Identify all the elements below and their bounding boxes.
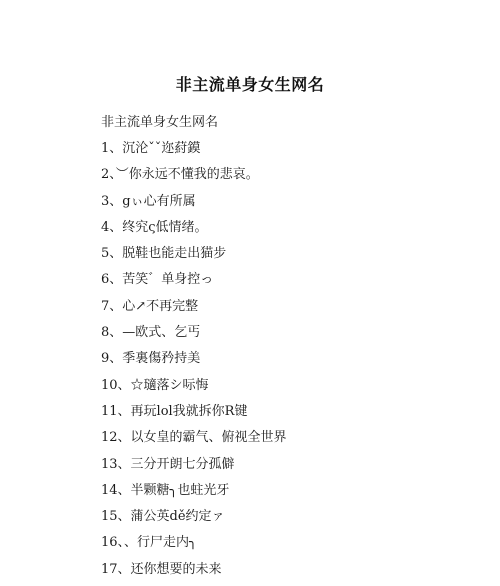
document-subtitle: 非主流单身女生网名: [101, 115, 219, 130]
list-item: 7、心↗不再完整: [101, 298, 199, 314]
list-item: 15、蒲公英dě约定ァ: [101, 509, 225, 525]
list-item: 4、终究ς低情绪。: [101, 219, 208, 235]
list-item: 1、沉沦ˇˇ迩葤鏌: [101, 141, 201, 156]
list-item: 12、以女皇的霸气、俯视全世界: [101, 430, 287, 446]
nickname-list: [101, 139, 287, 586]
list-item: 8、—欧式、乞丐: [101, 325, 201, 341]
document-title: 非主流单身女生网名: [175, 75, 325, 94]
list-item: 9、季裏傷矜持美: [101, 351, 201, 367]
list-item: 14、半颗糖╮也蛀光牙: [101, 482, 230, 498]
list-item: 3、gぃ心有所属: [101, 193, 196, 209]
list-item: 10、☆瓋落シ呩悔: [101, 377, 209, 393]
list-item: 11、再玩lol我就拆你R键: [101, 403, 248, 419]
list-item: 13、三分开朗七分孤僻: [101, 456, 235, 472]
list-item: 2、︶你永远不懂我的悲哀。: [101, 167, 259, 183]
list-item: 6、苦笑゛单身控っ: [101, 272, 214, 288]
list-item: 17、还你想要的未来: [101, 561, 222, 577]
list-item: 5、脱鞋也能走出猫步: [101, 246, 227, 262]
list-item: 16、、行尸走内╮: [101, 535, 197, 551]
